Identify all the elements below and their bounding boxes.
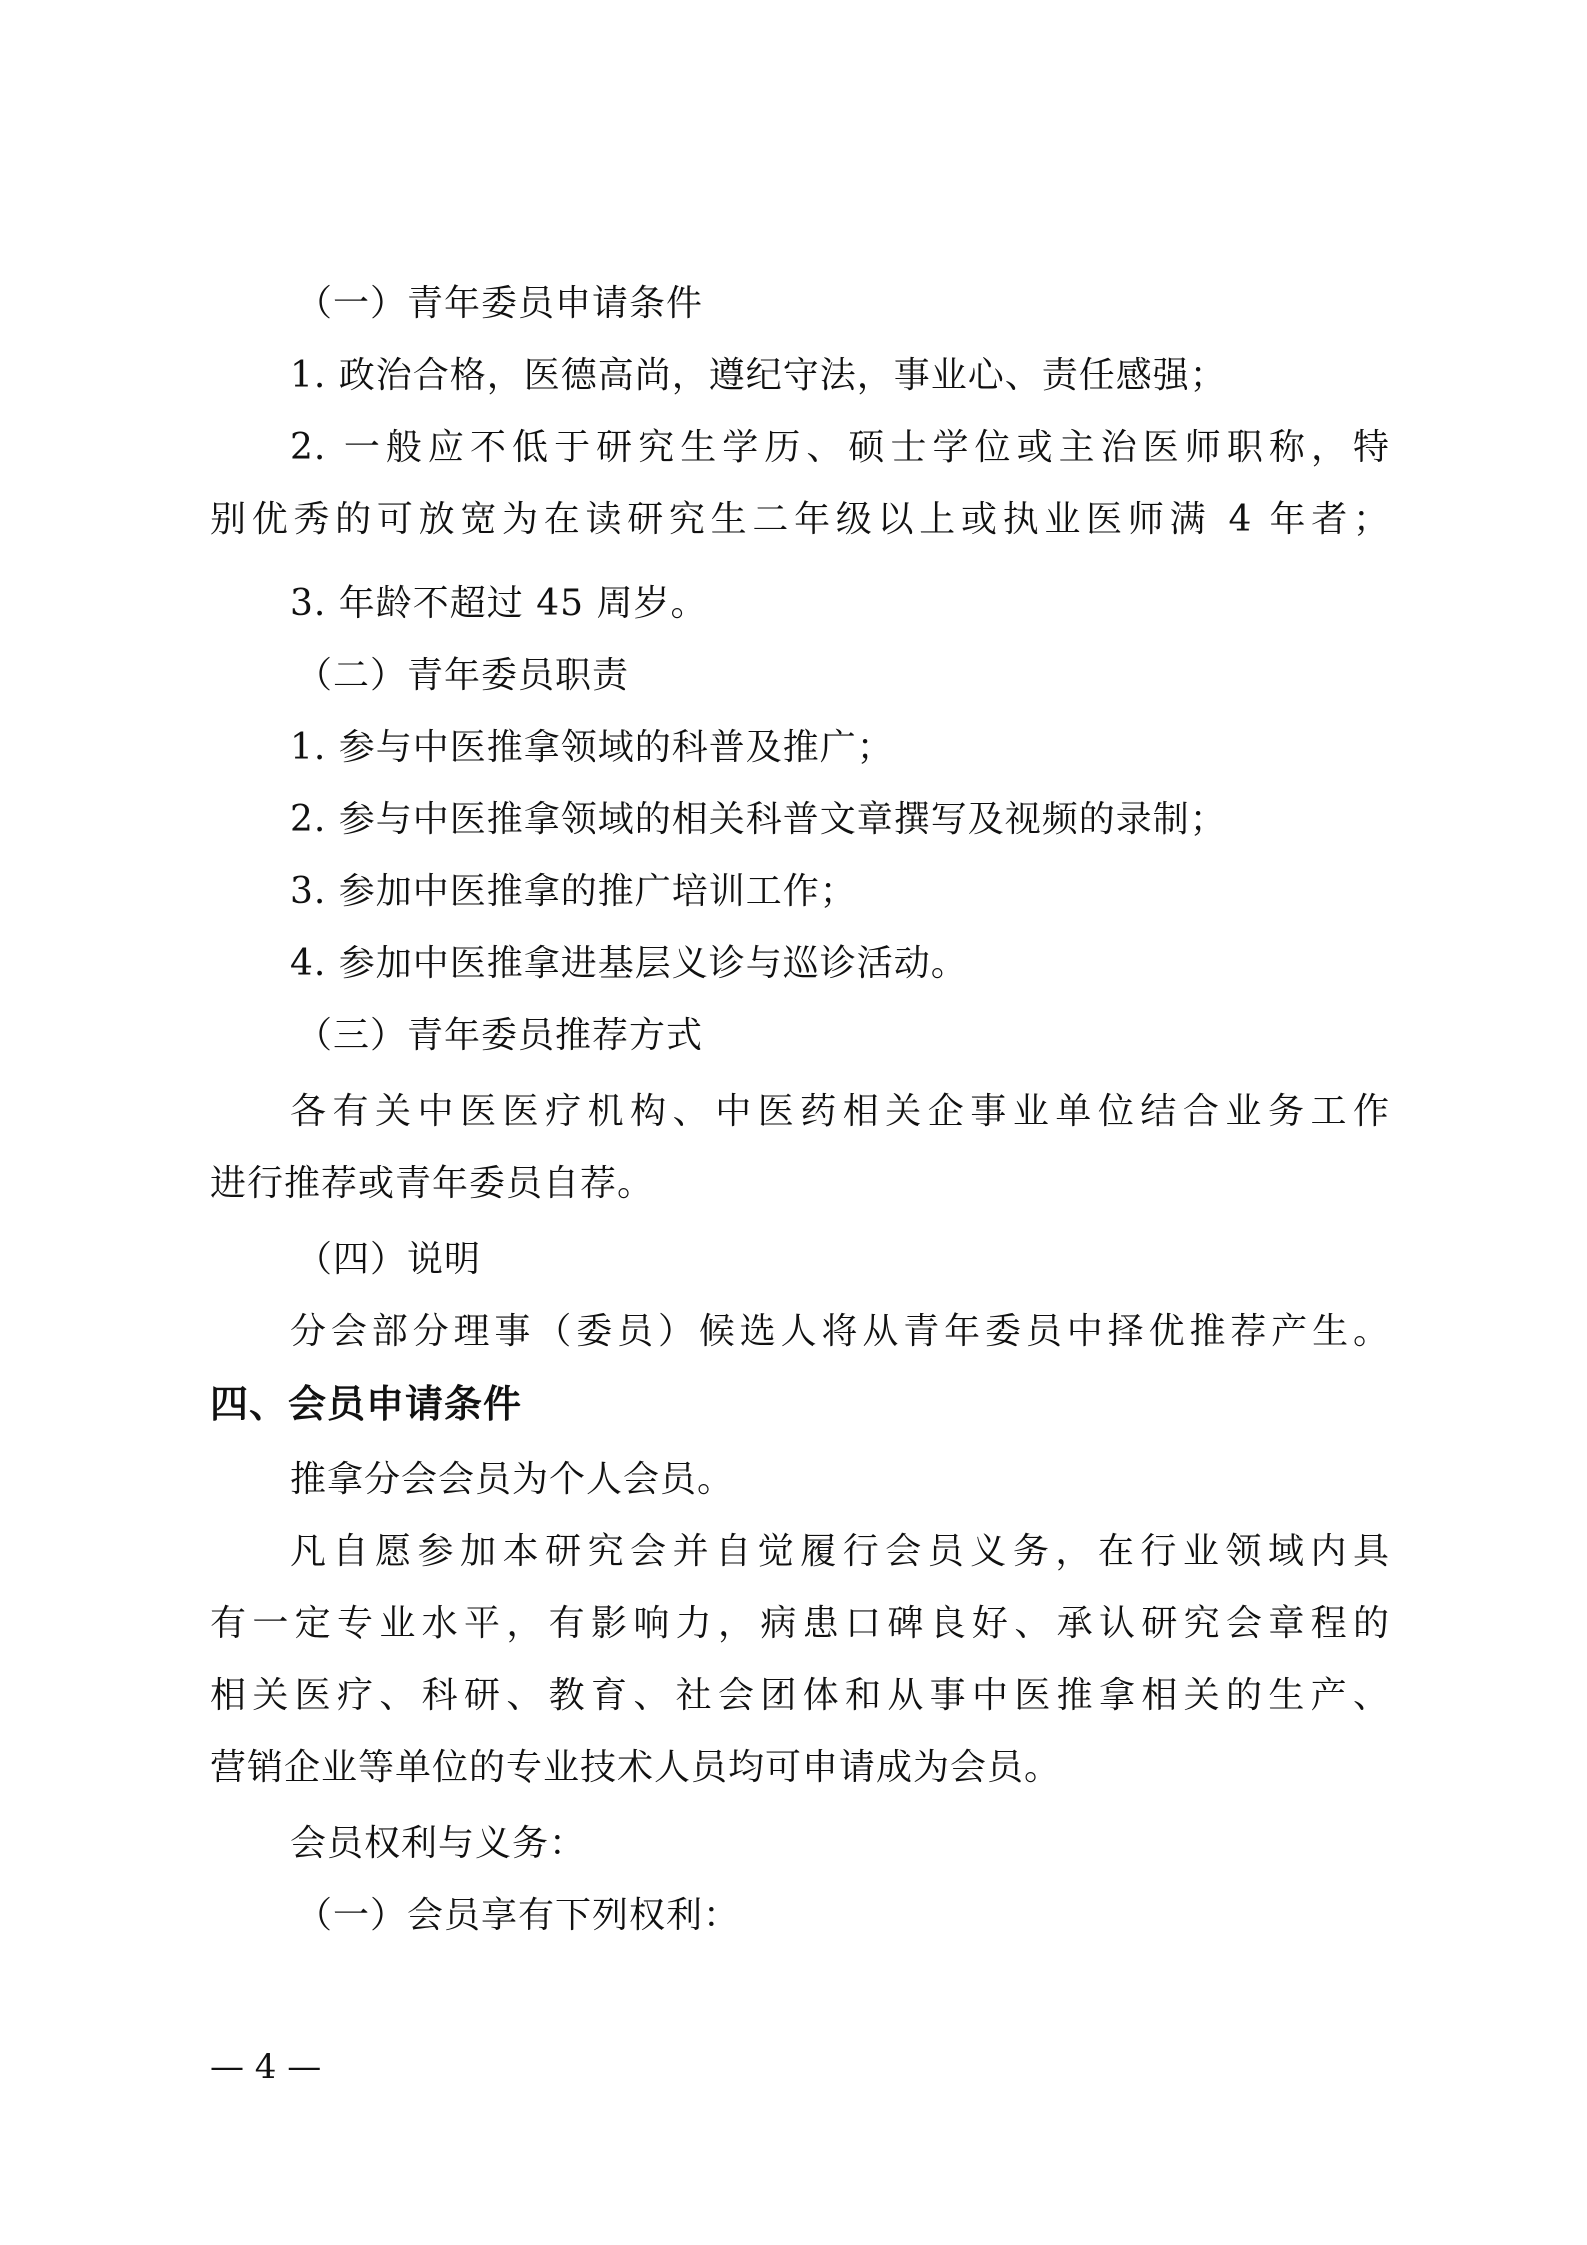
youth-duty-item-2: 2. 参与中医推拿领域的相关科普文章撰写及视频的录制； <box>290 799 1227 840</box>
member-rights-title: 会员权利与义务： <box>290 1823 587 1864</box>
youth-duty-item-3: 3. 参加中医推拿的推广培训工作； <box>290 871 857 912</box>
youth-condition-item-2: 2. 一般应不低于研究生学历、硕士学位或主治医师职称，特 <box>290 427 1390 468</box>
member-para-line-1: 凡自愿参加本研究会并自觉履行会员义务，在行业领域内具 <box>290 1531 1390 1572</box>
youth-conditions-title: （一）青年委员申请条件 <box>296 283 704 324</box>
member-rights-subtitle: （一）会员享有下列权利： <box>296 1895 741 1936</box>
youth-condition-item-3: 3. 年龄不超过 45 周岁。 <box>290 583 708 624</box>
youth-notes-text: 分会部分理事（委员）候选人将从青年委员中择优推荐产生。 <box>290 1311 1390 1352</box>
member-para-line-3: 相关医疗、科研、教育、社会团体和从事中医推拿相关的生产、 <box>210 1675 1390 1716</box>
page-number: — 4 — <box>210 2047 322 2087</box>
youth-condition-item-2-cont: 别优秀的可放宽为在读研究生二年级以上或执业医师满 4 年者； <box>210 499 1390 540</box>
youth-recommend-line-1: 各有关中医医疗机构、中医药相关企事业单位结合业务工作 <box>290 1091 1390 1132</box>
member-intro: 推拿分会会员为个人会员。 <box>290 1459 735 1500</box>
youth-recommend-title: （三）青年委员推荐方式 <box>296 1015 704 1056</box>
youth-duty-item-4: 4. 参加中医推拿进基层义诊与巡诊活动。 <box>290 943 968 984</box>
member-para-line-4: 营销企业等单位的专业技术人员均可申请成为会员。 <box>210 1747 1062 1788</box>
youth-recommend-line-2: 进行推荐或青年委员自荐。 <box>210 1163 655 1204</box>
youth-notes-title: （四）说明 <box>296 1239 482 1280</box>
member-conditions-heading: 四、会员申请条件 <box>210 1382 523 1426</box>
youth-duty-item-1: 1. 参与中医推拿领域的科普及推广； <box>290 727 894 768</box>
youth-condition-item-1: 1. 政治合格，医德高尚，遵纪守法，事业心、责任感强； <box>290 355 1227 396</box>
youth-duties-title: （二）青年委员职责 <box>296 655 630 696</box>
member-para-line-2: 有一定专业水平，有影响力，病患口碑良好、承认研究会章程的 <box>210 1603 1390 1644</box>
